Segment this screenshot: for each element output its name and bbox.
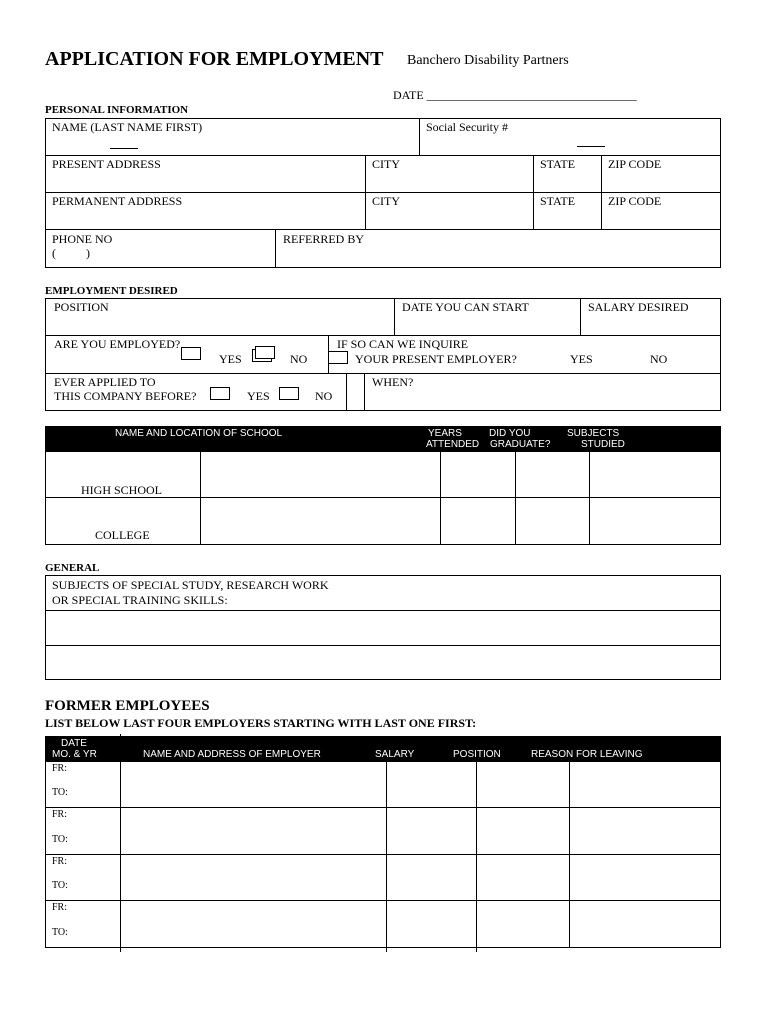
date-column-header-1: DATE	[61, 738, 87, 749]
graduate-column-header-1: DID YOU	[489, 428, 531, 439]
date-field[interactable]: DATE ___________________________________	[393, 88, 637, 102]
special-study-line1: SUBJECTS OF SPECIAL STUDY, RESEARCH WORK	[52, 578, 329, 592]
inquire-yes-label[interactable]: YES	[570, 352, 593, 366]
high-school-row-label: HIGH SCHOOL	[81, 483, 162, 497]
education-header-bar	[45, 426, 721, 451]
row1-from-label: FR:	[52, 763, 68, 774]
reason-column-header: REASON FOR LEAVING	[531, 749, 643, 760]
general-heading: GENERAL	[45, 562, 100, 574]
phone-area-code: ( )	[52, 246, 90, 260]
position-column-header: POSITION	[453, 749, 501, 760]
row4-from-label: FR:	[52, 902, 68, 913]
former-employees-instruction: LIST BELOW LAST FOUR EMPLOYERS STARTING WITH LAST ONE FIRST:	[45, 716, 477, 730]
present-state-field[interactable]: STATE	[540, 157, 576, 171]
inquire-no-label[interactable]: NO	[650, 352, 668, 366]
former-employees-heading: FORMER EMPLOYEES	[45, 698, 210, 714]
row2-to-label: TO:	[52, 834, 68, 845]
inquire-question-line1: IF SO CAN WE INQUIRE	[337, 337, 469, 351]
college-row-label: COLLEGE	[95, 528, 150, 542]
subjects-column-header-1: SUBJECTS	[567, 428, 620, 439]
salary-desired-field[interactable]: SALARY DESIRED	[588, 300, 689, 314]
start-date-field[interactable]: DATE YOU CAN START	[402, 300, 529, 314]
row3-to-label: TO:	[52, 880, 68, 891]
personal-info-table	[45, 118, 721, 268]
permanent-zip-field[interactable]: ZIP CODE	[608, 194, 662, 208]
subjects-column-header-2: STUDIED	[581, 439, 625, 450]
present-city-field[interactable]: CITY	[372, 157, 400, 171]
organization-name: Banchero Disability Partners	[407, 53, 569, 68]
applied-no-label: NO	[315, 389, 333, 403]
permanent-state-field[interactable]: STATE	[540, 194, 576, 208]
when-field[interactable]: WHEN?	[372, 375, 414, 389]
applied-question-line1: EVER APPLIED TO	[54, 375, 156, 389]
employed-yes-checkbox[interactable]	[181, 347, 201, 360]
employer-column-header: NAME AND ADDRESS OF EMPLOYER	[143, 749, 321, 760]
name-field[interactable]: NAME (LAST NAME FIRST)	[52, 120, 203, 134]
present-zip-field[interactable]: ZIP CODE	[608, 157, 662, 171]
row1-to-label: TO:	[52, 787, 68, 798]
applied-yes-checkbox[interactable]	[210, 387, 230, 400]
applied-question-line2: THIS COMPANY BEFORE?	[54, 389, 197, 403]
inquire-question-line2: YOUR PRESENT EMPLOYER?	[355, 352, 517, 366]
row4-to-label: TO:	[52, 927, 68, 938]
employed-question: ARE YOU EMPLOYED?	[54, 337, 181, 351]
employed-no-label: NO	[290, 352, 308, 366]
personal-info-heading: PERSONAL INFORMATION	[45, 104, 189, 116]
special-study-line2: OR SPECIAL TRAINING SKILLS:	[52, 593, 228, 607]
salary-column-header: SALARY	[375, 749, 415, 760]
applied-yes-label: YES	[247, 389, 270, 403]
phone-field[interactable]: PHONE NO	[52, 232, 113, 246]
years-column-header-1: YEARS	[428, 428, 462, 439]
graduate-column-header-2: GRADUATE?	[490, 439, 551, 450]
referred-by-field[interactable]: REFERRED BY	[283, 232, 365, 246]
employed-no-checkbox-shadow	[255, 346, 275, 359]
row3-from-label: FR:	[52, 856, 68, 867]
permanent-city-field[interactable]: CITY	[372, 194, 400, 208]
years-column-header-2: ATTENDED	[426, 439, 480, 450]
school-column-header: NAME AND LOCATION OF SCHOOL	[115, 428, 283, 439]
date-column-header-2: MO. & YR	[52, 749, 97, 760]
permanent-address-field[interactable]: PERMANENT ADDRESS	[52, 194, 183, 208]
position-field[interactable]: POSITION	[54, 300, 109, 314]
employers-header-bar	[45, 736, 721, 761]
present-address-field[interactable]: PRESENT ADDRESS	[52, 157, 161, 171]
employed-yes-label: YES	[219, 352, 242, 366]
ssn-field[interactable]: Social Security #	[426, 120, 508, 134]
row2-from-label: FR:	[52, 809, 68, 820]
employment-desired-heading: EMPLOYMENT DESIRED	[45, 285, 178, 297]
applied-no-checkbox[interactable]	[279, 387, 299, 400]
inquire-checkbox[interactable]	[328, 351, 348, 364]
page-title: APPLICATION FOR EMPLOYMENT	[45, 48, 384, 70]
